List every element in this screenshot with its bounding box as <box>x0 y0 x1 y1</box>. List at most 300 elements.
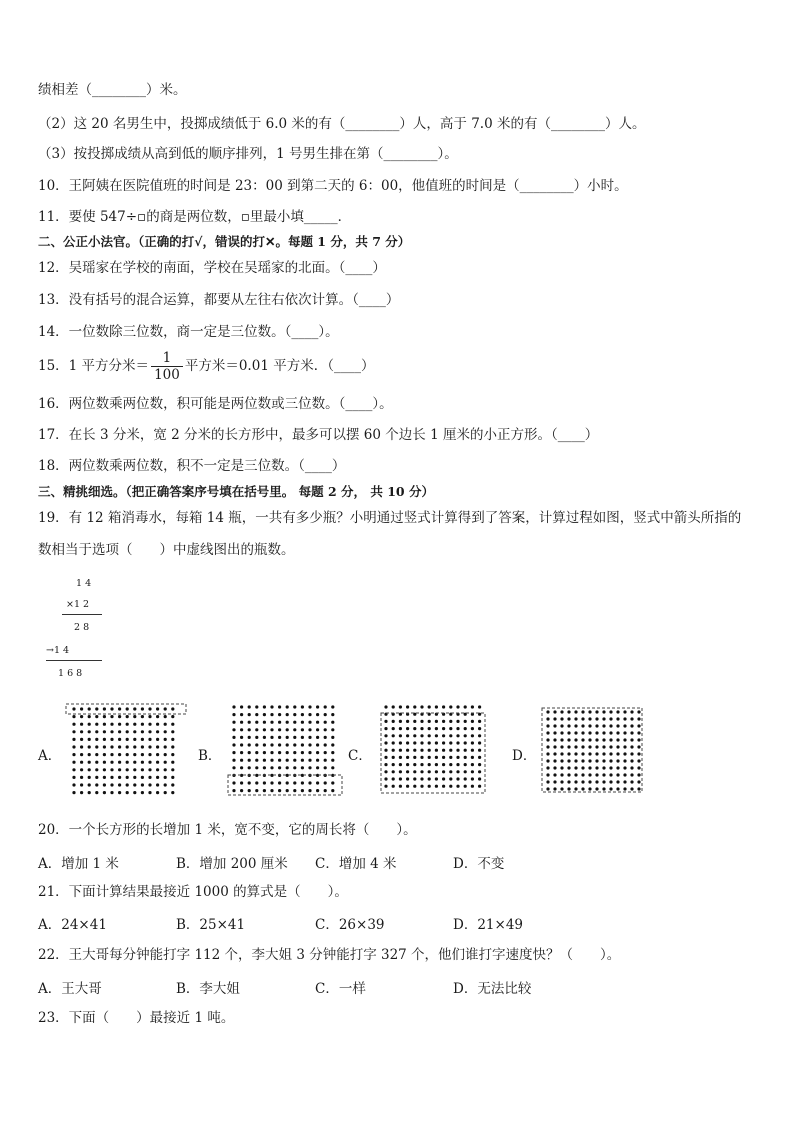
dot <box>553 759 556 762</box>
dot <box>308 705 311 708</box>
dot <box>456 727 459 730</box>
dot <box>413 727 416 730</box>
dot <box>240 789 243 792</box>
dot <box>553 745 556 748</box>
dot <box>126 707 129 710</box>
dot <box>630 745 633 748</box>
dot <box>392 720 395 723</box>
dot <box>637 752 640 755</box>
dot <box>248 705 251 708</box>
dot <box>630 780 633 783</box>
dot <box>616 773 619 776</box>
dot <box>316 705 319 708</box>
dot <box>133 723 136 726</box>
dot <box>148 745 151 748</box>
dot <box>286 766 289 769</box>
dot <box>103 776 106 779</box>
dot <box>80 745 83 748</box>
dot <box>308 751 311 754</box>
dot <box>630 717 633 720</box>
dot <box>392 763 395 766</box>
dot <box>255 751 258 754</box>
dot <box>464 777 467 780</box>
dot <box>546 766 549 769</box>
dot <box>602 773 605 776</box>
dot <box>546 745 549 748</box>
dot <box>546 773 549 776</box>
dot <box>413 770 416 773</box>
dot <box>435 785 438 788</box>
dot <box>141 753 144 756</box>
dot <box>623 731 626 734</box>
dot <box>546 731 549 734</box>
dot <box>308 743 311 746</box>
dot <box>616 710 619 713</box>
calc-rule <box>46 660 102 661</box>
dot <box>602 752 605 755</box>
dot <box>118 730 121 733</box>
dot <box>399 734 402 737</box>
dot <box>567 738 570 741</box>
dot <box>331 736 334 739</box>
q21-option-c[interactable]: C．26×39 <box>315 917 385 933</box>
dot <box>588 759 591 762</box>
question-15 <box>38 348 374 384</box>
question-22: 22．王大哥每分钟能打字 112 个，李大姐 3 分钟能打字 327 个，他们谁打字速度快？（ ）。 <box>38 947 621 963</box>
dot <box>435 763 438 766</box>
dashed-highlight <box>542 708 642 792</box>
dot <box>164 791 167 794</box>
dot <box>286 721 289 724</box>
dot <box>399 727 402 730</box>
dot <box>148 768 151 771</box>
dot <box>248 743 251 746</box>
dot <box>478 720 481 723</box>
q22-option-d[interactable]: D．无法比较 <box>453 981 532 997</box>
dot <box>595 766 598 769</box>
dot <box>88 715 91 718</box>
dot <box>80 707 83 710</box>
dot <box>609 773 612 776</box>
dot <box>270 713 273 716</box>
dot <box>623 724 626 727</box>
dot <box>420 785 423 788</box>
dot <box>278 759 281 762</box>
dot <box>392 749 395 752</box>
dot <box>449 763 452 766</box>
dot <box>560 717 563 720</box>
dot <box>255 781 258 784</box>
dot <box>637 787 640 790</box>
dot <box>616 724 619 727</box>
question-19-line-2: 数相当于选项（ ）中虚线图出的瓶数。 <box>38 542 295 558</box>
dot <box>471 705 474 708</box>
dot <box>126 791 129 794</box>
dot <box>581 787 584 790</box>
dot <box>623 717 626 720</box>
dot <box>560 731 563 734</box>
dot <box>270 743 273 746</box>
dot <box>560 738 563 741</box>
dot <box>286 789 289 792</box>
option-b-label: B． <box>198 748 222 764</box>
dot <box>133 761 136 764</box>
q22-option-c[interactable]: C．一样 <box>315 981 366 997</box>
dot <box>110 723 113 726</box>
dot <box>392 741 395 744</box>
dot <box>171 776 174 779</box>
dot <box>301 759 304 762</box>
dot <box>560 773 563 776</box>
q20-option-a[interactable]: A．增加 1 米 <box>38 856 119 872</box>
dot <box>546 738 549 741</box>
dot <box>428 785 431 788</box>
q20-option-b[interactable]: B．增加 200 厘米 <box>176 856 288 872</box>
dot <box>581 710 584 713</box>
dot <box>413 705 416 708</box>
dot <box>240 736 243 739</box>
dot <box>399 770 402 773</box>
dot <box>406 777 409 780</box>
dot <box>406 770 409 773</box>
dot <box>574 710 577 713</box>
dot <box>637 724 640 727</box>
dot <box>623 745 626 748</box>
dot <box>286 736 289 739</box>
q22-option-b[interactable]: B．李大姐 <box>176 981 240 997</box>
dot <box>464 785 467 788</box>
text-line: 绩相差（________）米。 <box>38 82 187 98</box>
option-c-label: C． <box>348 748 372 764</box>
dot <box>384 777 387 780</box>
dot <box>301 781 304 784</box>
dot <box>263 766 266 769</box>
dot <box>270 789 273 792</box>
dot <box>588 710 591 713</box>
dot <box>471 756 474 759</box>
dot <box>574 731 577 734</box>
dot <box>456 741 459 744</box>
fraction-numerator: 1 <box>151 350 183 367</box>
dot <box>324 705 327 708</box>
dot <box>449 720 452 723</box>
dot <box>478 770 481 773</box>
dot <box>392 785 395 788</box>
dot <box>616 738 619 741</box>
dot <box>471 763 474 766</box>
dot <box>278 781 281 784</box>
dot <box>88 730 91 733</box>
dot <box>442 734 445 737</box>
dot <box>331 789 334 792</box>
dot <box>133 783 136 786</box>
dot <box>623 752 626 755</box>
dot <box>623 773 626 776</box>
dot <box>595 717 598 720</box>
dot <box>428 749 431 752</box>
dot <box>118 738 121 741</box>
dot <box>637 780 640 783</box>
q21-option-a[interactable]: A．24×41 <box>38 917 107 933</box>
dot <box>141 776 144 779</box>
dot <box>148 783 151 786</box>
dot <box>413 741 416 744</box>
dot <box>88 783 91 786</box>
dot <box>80 776 83 779</box>
dot <box>478 705 481 708</box>
q20-option-d[interactable]: D．不变 <box>453 856 505 872</box>
dot <box>449 705 452 708</box>
dot <box>95 707 98 710</box>
dot <box>449 741 452 744</box>
dot <box>72 776 75 779</box>
dot <box>471 720 474 723</box>
dot <box>546 787 549 790</box>
dot <box>588 787 591 790</box>
dot <box>240 751 243 754</box>
dot <box>581 759 584 762</box>
dot <box>263 721 266 724</box>
dot <box>148 738 151 741</box>
dot <box>316 713 319 716</box>
dot <box>118 783 121 786</box>
dot <box>464 741 467 744</box>
dot <box>384 705 387 708</box>
dot <box>406 720 409 723</box>
dot <box>133 791 136 794</box>
dot <box>72 745 75 748</box>
dot <box>141 783 144 786</box>
dot <box>286 781 289 784</box>
dot <box>464 763 467 766</box>
dot <box>72 738 75 741</box>
question-18: 18．两位数乘两位数，积不一定是三位数。（____） <box>38 458 346 474</box>
dot <box>95 753 98 756</box>
dot <box>546 759 549 762</box>
dot <box>141 738 144 741</box>
dot <box>263 705 266 708</box>
dot <box>316 743 319 746</box>
dot <box>232 736 235 739</box>
dot <box>637 731 640 734</box>
dot <box>72 723 75 726</box>
dot <box>384 720 387 723</box>
dot <box>126 730 129 733</box>
dot <box>141 791 144 794</box>
question-12: 12．吴瑶家在学校的南面，学校在吴瑶家的北面。（____） <box>38 260 386 276</box>
dot <box>88 768 91 771</box>
section-heading-3: 三、精挑细选。（把正确答案序号填在括号里。 每题 2 分， 共 10 分） <box>38 484 434 499</box>
dot <box>270 766 273 769</box>
dot <box>442 756 445 759</box>
dot <box>308 721 311 724</box>
dot <box>602 745 605 748</box>
dot <box>442 763 445 766</box>
dot <box>156 768 159 771</box>
dot <box>464 720 467 723</box>
dot <box>270 721 273 724</box>
dot <box>581 780 584 783</box>
dot <box>148 776 151 779</box>
dot <box>103 768 106 771</box>
dot <box>308 728 311 731</box>
dot <box>630 766 633 769</box>
question-15-prefix: 15．1 平方分米＝ <box>38 358 150 374</box>
dot <box>72 715 75 718</box>
dot <box>406 749 409 752</box>
dot <box>80 761 83 764</box>
q22-option-a[interactable]: A．王大哥 <box>38 981 102 997</box>
dot <box>546 710 549 713</box>
dot <box>316 728 319 731</box>
dot <box>560 780 563 783</box>
dot <box>471 741 474 744</box>
dot <box>413 749 416 752</box>
dot <box>420 763 423 766</box>
dot <box>255 705 258 708</box>
dot <box>110 753 113 756</box>
dot <box>278 789 281 792</box>
dot <box>560 724 563 727</box>
dot <box>248 766 251 769</box>
dot <box>293 789 296 792</box>
dot <box>80 768 83 771</box>
dot <box>609 766 612 769</box>
dot <box>567 752 570 755</box>
dot <box>420 749 423 752</box>
dot <box>278 736 281 739</box>
dot <box>435 749 438 752</box>
dot <box>464 727 467 730</box>
dot <box>546 724 549 727</box>
dot <box>293 766 296 769</box>
dot <box>308 781 311 784</box>
dot <box>72 730 75 733</box>
dot <box>442 720 445 723</box>
calc-row: 2 8 <box>74 622 90 633</box>
dot <box>263 728 266 731</box>
dot <box>420 777 423 780</box>
dot <box>88 791 91 794</box>
q21-option-d[interactable]: D．21×49 <box>453 917 523 933</box>
dot <box>616 717 619 720</box>
dot <box>616 759 619 762</box>
dot <box>133 768 136 771</box>
dot <box>316 721 319 724</box>
dot <box>609 724 612 727</box>
dot <box>126 723 129 726</box>
dot <box>442 705 445 708</box>
dot <box>133 745 136 748</box>
dot <box>324 751 327 754</box>
dot <box>588 717 591 720</box>
dot <box>399 741 402 744</box>
dot <box>456 734 459 737</box>
dot <box>240 728 243 731</box>
dot <box>553 780 556 783</box>
dot <box>263 759 266 762</box>
dot <box>88 745 91 748</box>
dot <box>72 768 75 771</box>
dot <box>384 741 387 744</box>
dot <box>464 749 467 752</box>
dot <box>567 759 570 762</box>
dot <box>413 720 416 723</box>
dot <box>164 761 167 764</box>
dot <box>567 745 570 748</box>
dot <box>478 777 481 780</box>
dot <box>164 730 167 733</box>
dot <box>72 761 75 764</box>
q20-option-c[interactable]: C．增加 4 米 <box>315 856 397 872</box>
dot <box>331 743 334 746</box>
dot <box>435 741 438 744</box>
dot <box>232 713 235 716</box>
dot <box>88 776 91 779</box>
dot <box>301 721 304 724</box>
dot <box>95 723 98 726</box>
dot <box>126 753 129 756</box>
dot <box>171 723 174 726</box>
dot <box>602 759 605 762</box>
dot <box>95 761 98 764</box>
question-21: 21．下面计算结果最接近 1000 的算式是（ ）。 <box>38 884 348 900</box>
dot <box>553 738 556 741</box>
fraction-denominator: 100 <box>154 367 180 383</box>
dot <box>630 787 633 790</box>
dashed-highlight <box>381 713 485 793</box>
dot <box>103 738 106 741</box>
dot <box>103 783 106 786</box>
option-a-label: A． <box>38 748 62 764</box>
dot <box>560 752 563 755</box>
dot <box>164 723 167 726</box>
dot <box>308 766 311 769</box>
dot <box>630 773 633 776</box>
dot <box>164 783 167 786</box>
dot <box>609 752 612 755</box>
dot <box>428 727 431 730</box>
q21-option-b[interactable]: B．25×41 <box>176 917 246 933</box>
dot <box>420 705 423 708</box>
question-11: 11．要使 547÷▫的商是两位数，▫里最小填_____． <box>38 209 352 225</box>
dot <box>232 721 235 724</box>
dot <box>293 728 296 731</box>
dot <box>384 749 387 752</box>
dot <box>324 781 327 784</box>
dot <box>148 715 151 718</box>
dot <box>301 728 304 731</box>
dot <box>471 734 474 737</box>
dot <box>118 761 121 764</box>
dot <box>637 766 640 769</box>
dot <box>567 731 570 734</box>
dot <box>171 791 174 794</box>
dot <box>270 759 273 762</box>
dot <box>232 759 235 762</box>
dot <box>103 707 106 710</box>
dot <box>133 707 136 710</box>
dot <box>118 723 121 726</box>
dot <box>171 707 174 710</box>
dot <box>567 773 570 776</box>
dot <box>420 720 423 723</box>
dot <box>609 745 612 748</box>
dot <box>449 727 452 730</box>
dot <box>399 720 402 723</box>
dot <box>308 789 311 792</box>
dot <box>103 745 106 748</box>
